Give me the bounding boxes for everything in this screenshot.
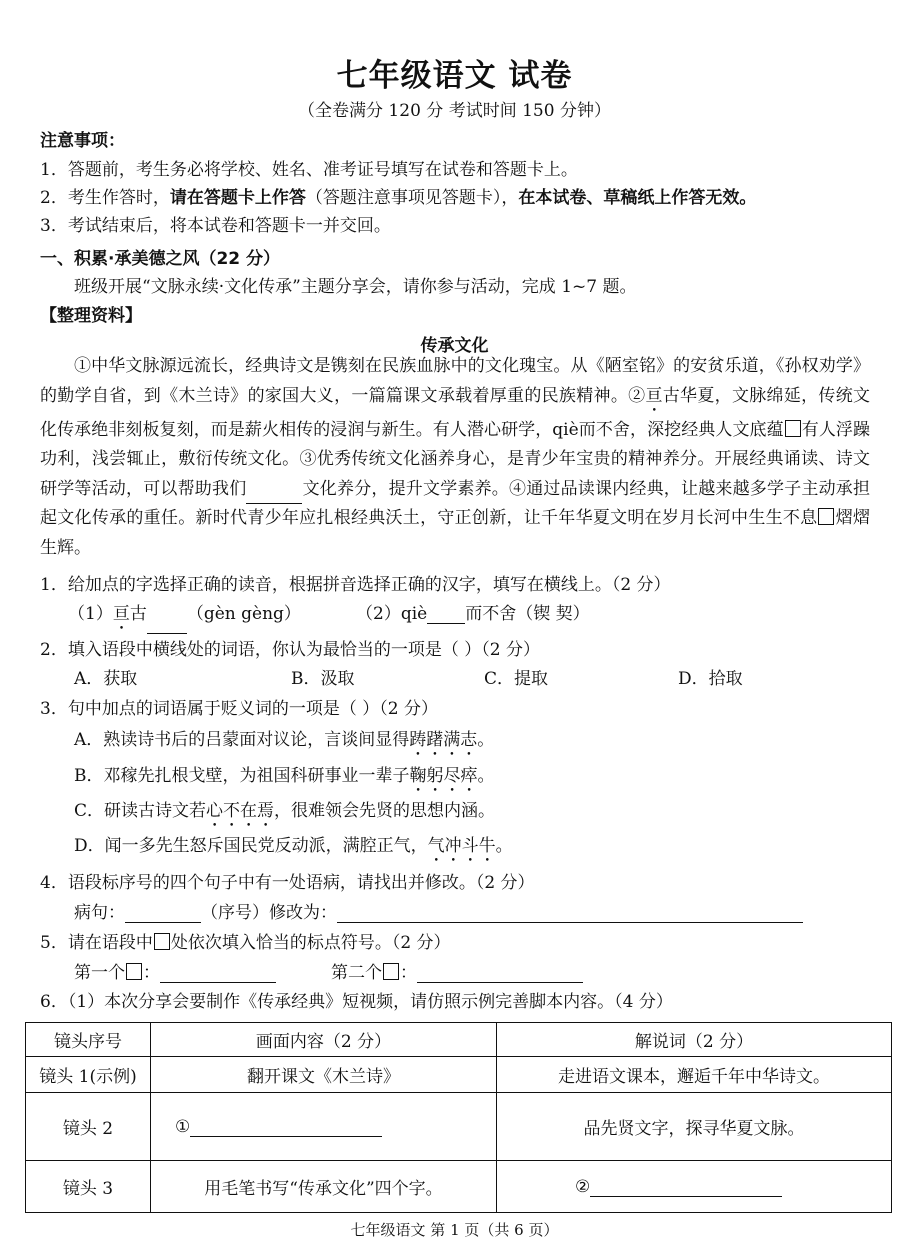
q3-option-d (74, 831, 513, 866)
q1-item-1-options: （gèn gèng） (186, 604, 301, 624)
header-scene: 画面内容（2 分） (151, 1023, 497, 1057)
q3-option-d-text: D．闻一多先生怒斥国民党反动派，满腔正气， (74, 836, 428, 856)
page-footer: 七年级语文 第 1 页（共 6 页） (350, 1221, 559, 1239)
script-row-3 (26, 1161, 892, 1213)
q4-answer-line (74, 898, 803, 923)
q1-dotted-char: 亘 (112, 604, 130, 624)
material-label: 【整理资料】 (40, 306, 142, 326)
q4-sick-label: 病句： (74, 903, 125, 923)
q5-text: 5．请在语段中 (40, 933, 153, 953)
notice-item-3: 3．考试结束后，将本试卷和答题卡一并交回。 (40, 216, 391, 236)
q3-option-b-text: B．邓稼先扎根戈壁，为祖国科研事业一辈子 (74, 766, 410, 786)
q3-option-a-dotted: 踌躇满志 (409, 730, 478, 750)
question-6: 6．（1）本次分享会要制作《传承经典》短视频，请仿照示例完善脚本内容。（4 分） (40, 992, 673, 1012)
q3-option-b (74, 761, 495, 796)
row-3-narration-marker: ② (575, 1176, 591, 1197)
notice-item-2-part-d: 在本试卷、草稿纸上作答无效。 (518, 188, 757, 208)
q3-option-c (74, 796, 495, 831)
passage-dotted-char: 亘 (645, 385, 663, 406)
row-2-shot: 镜头 2 (26, 1093, 151, 1161)
notice-item-2-part-b: 请在答题卡上作答 (169, 188, 306, 208)
row-3-narration-blank (590, 1196, 782, 1197)
q2-option-b: B．汲取 (291, 669, 355, 689)
passage-title: 传承文化 (420, 336, 489, 356)
q3-option-b-end: 。 (477, 766, 495, 786)
q1-item-1-text: 古 (129, 604, 147, 624)
question-3: 3．句中加点的词语属于贬义词的一项是（ ）（2 分） (40, 699, 438, 719)
q4-sentence-blank (125, 922, 201, 923)
row-3-scene: 用毛笔书写“传承文化”四个字。 (151, 1161, 497, 1213)
script-table-header (26, 1023, 892, 1057)
q3-option-a (74, 725, 494, 760)
q3-option-b-dotted: 鞠躬尽瘁 (409, 766, 478, 786)
q3-option-d-end: 。 (495, 836, 513, 856)
question-1: 1．给加点的字选择正确的读音，根据拼音选择正确的汉字，填写在横线上。（2 分） (40, 575, 671, 595)
question-1-item-1 (68, 599, 301, 634)
q4-revise-blank (337, 922, 803, 923)
script-row-2 (26, 1093, 892, 1161)
q3-option-c-text: C．研读古诗文若 (74, 801, 207, 821)
q3-option-c-end: ，很难领会先贤的思想内涵。 (274, 801, 496, 821)
exam-title: 七年级语文 试卷 (336, 58, 573, 94)
question-4: 4．语段标序号的四个句子中有一处语病，请找出并修改。（2 分） (40, 873, 535, 893)
script-row-1 (26, 1057, 892, 1093)
exam-subtitle: （全卷满分 120 分 考试时间 150 分钟） (298, 101, 611, 121)
header-shot-number: 镜头序号 (26, 1023, 151, 1057)
notice-item-1: 1．答题前，考生务必将学校、姓名、准考证号填写在试卷和答题卡上。 (40, 160, 578, 180)
q5-box (154, 933, 170, 950)
notice-heading: 注意事项： (40, 131, 125, 151)
q4-revise-label: （序号）修改为： (201, 903, 337, 923)
script-table (25, 1022, 892, 1213)
row-2-narration: 品先贤文字，探寻华夏文脉。 (497, 1093, 892, 1161)
question-1-item-2 (356, 599, 590, 624)
passage-part-1: ①中华文脉源远流长，经典诗文是镌刻在民族血脉中的文化瑰宝。从《陋室铭》的安贫乐道，《孙权劝学》的勤学自省，到《木兰诗》的家国大义，一篇篇课文承载着厚重的民族精神。② (40, 356, 870, 406)
row-2-scene (151, 1093, 497, 1161)
q3-option-d-dotted: 气冲斗牛 (427, 836, 496, 856)
q5-text-end: 处依次填入恰当的标点符号。（2 分） (170, 933, 451, 953)
q5-second-blank (417, 982, 583, 983)
q5-first-answer (74, 958, 276, 983)
row-3-shot: 镜头 3 (26, 1161, 151, 1213)
passage-body (40, 352, 870, 564)
notice-item-2 (40, 183, 756, 208)
q1-item-2-blank (427, 623, 465, 624)
section-heading: 一、积累·承美德之风（22 分） (40, 249, 281, 269)
passage-blank (246, 503, 302, 504)
q5-second-box (383, 963, 399, 980)
q5-second-label: 第二个 (331, 963, 382, 983)
q5-second-answer (331, 958, 583, 983)
q5-first-blank (160, 982, 276, 983)
q5-second-colon: ： (400, 963, 417, 983)
q3-option-a-end: 。 (477, 730, 495, 750)
row-2-scene-blank (190, 1136, 382, 1137)
q1-item-1-number: （1） (68, 604, 113, 624)
punctuation-box-1 (785, 420, 801, 437)
question-2: 2．填入语段中横线处的词语，你认为最恰当的一项是（ ）（2 分） (40, 640, 540, 660)
q2-option-d: D．拾取 (678, 669, 743, 689)
notice-item-2-part-c: （答题注意事项见答题卡）， (305, 188, 519, 208)
q3-option-c-dotted: 心不在焉 (206, 801, 275, 821)
q2-option-a: A．获取 (74, 669, 138, 689)
row-3-narration (497, 1161, 892, 1213)
q1-item-2-number: （2）qiè (356, 604, 428, 624)
passage-part-5: 熠熠生辉。 (40, 508, 871, 558)
header-narration: 解说词（2 分） (497, 1023, 892, 1057)
notice-item-2-part-a: 2．考生作答时， (40, 188, 170, 208)
row-1-narration: 走进语文课本，邂逅千年中华诗文。 (497, 1057, 892, 1093)
row-1-scene: 翻开课文《木兰诗》 (151, 1057, 497, 1093)
q5-first-colon: ： (143, 963, 160, 983)
row-2-scene-marker: ① (175, 1116, 191, 1137)
q2-option-c: C．提取 (484, 669, 549, 689)
q5-first-box (126, 963, 142, 980)
row-1-shot: 镜头 1(示例) (26, 1057, 151, 1093)
q5-first-label: 第一个 (74, 963, 125, 983)
passage-part-3: 有人浮躁功利，浅尝辄止，敷衍传统文化。③优秀传统文化涵养身心，是青少年宝贵的精神养分。开展经典诵读、诗文研学等活动，可以帮助我们 (40, 419, 870, 499)
q1-item-1-blank (147, 633, 187, 634)
question-5 (40, 928, 451, 953)
passage-part-2: 古华夏，文脉绵延，传统文化传承绝非刻板复刻，而是薪火相传的浸润与新生。有人潜心研学，qiè而不舍，深挖经典人文底蕴 (40, 385, 871, 440)
passage-part-4: 文化养分，提升文学素养。④通过品读课内经典，让越来越多学子主动承担起文化传承的重任。新时代青少年应扎根经典沃土，守正创新，让千年华夏文明在岁月长河中生生不息 (40, 478, 871, 529)
q1-item-2-text: 而不舍（锲 契） (465, 604, 590, 624)
punctuation-box-2 (818, 508, 834, 525)
section-intro: 班级开展“文脉永续·文化传承”主题分享会，请你参与活动，完成 1~7 题。 (74, 277, 637, 297)
q3-option-a-text: A．熟读诗书后的吕蒙面对议论，言谈间显得 (74, 730, 410, 750)
